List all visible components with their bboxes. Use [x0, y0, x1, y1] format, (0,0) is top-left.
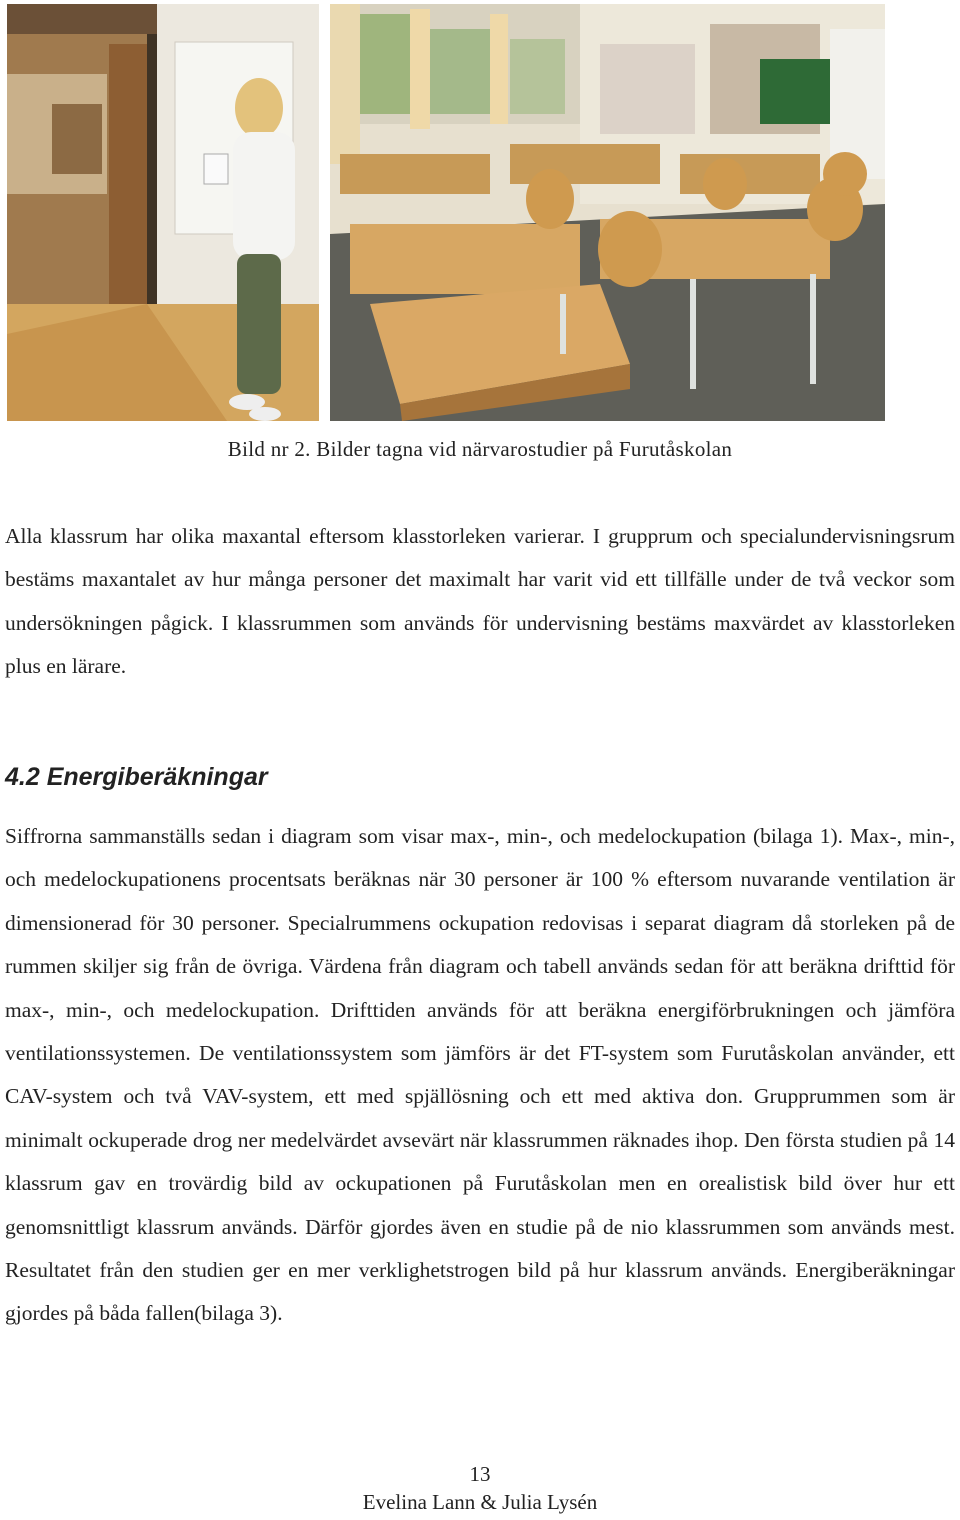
photo-classroom-image: [330, 4, 885, 421]
paragraph-occupancy: Alla klassrum har olika maxantal eftersom klasstorleken varierar. I grupprum och specialundervisningsrum bestäms maxantalet av hur många personer det maximalt har varit vid ett tillfälle under de två veckor som undersökningen pågick. I klassrummen som används för undervisning bestäms maxvärdet av klasstorleken plus en lärare.: [5, 524, 955, 679]
section-heading: 4.2 Energiberäkningar: [5, 763, 268, 791]
figure-caption: Bild nr 2. Bilder tagna vid närvarostudier på Furutåskolan: [227, 437, 733, 461]
photo-doorway-observer-image: [7, 4, 319, 421]
page-number: 13: [469, 1462, 491, 1486]
photo-classroom: [330, 4, 885, 421]
footer-authors: Evelina Lann & Julia Lysén: [362, 1490, 598, 1514]
paragraph-energy-calculations: Siffrorna sammanställs sedan i diagram som visar max-, min-, och medelockupation (bilaga 1). Max-, min-, och medelockupationens procentsats beräknas när 30 personer är 100 % eftersom nuvarande ventilation är dimensionerad för 30 personer. Specialrummens ockupation redovisas i separat diagram då storleken på de rummen skiljer sig från de övriga. Värdena från diagram och tabell används sedan för att beräkna drifttid för max-, min-, och medelockupation. Drifttiden används för att beräkna energiförbrukningen och jämföra ventilationssystemen. De ventilationssystem som jämförs är det FT-system som Furutåskolan använder, ett CAV-system och två VAV-system, ett med spjällösning och ett med aktiva don. Grupprummen som är minimalt ockuperade drog ner medelvärdet avsevärt när klassrummen räknades ihop. Den första studien på 14 klassrum gav en trovärdig bild av ockupationen på Furutåskolan men en orealistisk bild över hur ett genomsnittligt klassrum används. Därför gjordes även en studie på de nio klassrummen som används mest. Resultatet från den studien ger en mer verklighetstrogen bild på hur klassrum används. Energiberäkningar gjordes på båda fallen(bilaga 3).: [5, 824, 955, 1326]
photo-doorway-observer: [7, 4, 319, 421]
